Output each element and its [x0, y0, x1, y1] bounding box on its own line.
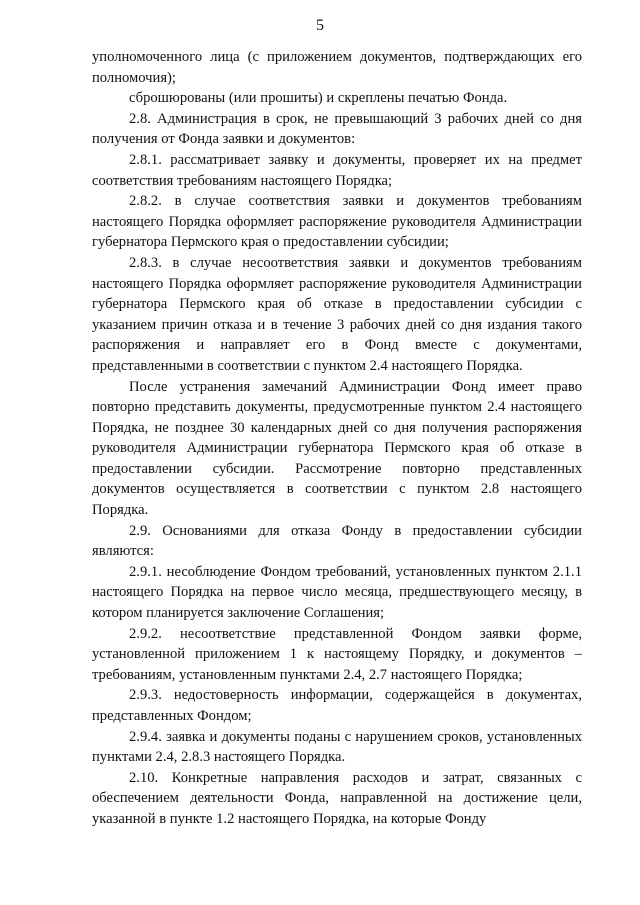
paragraph-authority-document: уполномоченного лица (с приложением документов, подтверждающих его полномочия);	[92, 49, 582, 86]
paragraph-2-9-2: 2.9.2. несоответствие представленной Фондом заявки форме, установленной приложением 1 к настоящему Порядку, и документов – требованиям, установленным пунктами 2.4, 2.7 настоящего Порядка;	[92, 625, 582, 683]
page-number: 5	[316, 17, 324, 34]
paragraph-bound-and-sealed: сброшюрованы (или прошиты) и скреплены печатью Фонда.	[129, 90, 508, 107]
paragraph-2-10: 2.10. Конкретные направления расходов и затрат, связанных с обеспечением деятельности Фонда, направленной на достижение цели, указанной в пункте 1.2 настоящего Порядка, на которые Фонду	[92, 769, 582, 827]
paragraph-2-8-3: 2.8.3. в случае несоответствия заявки и документов требованиям настоящего Порядка оформляет распоряжение руководителя Администрации губернатора Пермского края об отказе в предоставлении субсидии с указанием причин отказа и в течение 3 рабочих дней со дня издания такого распоряжения и направляет его в Фонд вместе с документами, представленными в соответствии с пунктом 2.4 настоящего Порядка.	[92, 254, 582, 374]
paragraph-resubmission: После устранения замечаний Администрации Фонд имеет право повторно представить документы, предусмотренные пунктом 2.4 настоящего Порядка, не позднее 30 календарных дней со дня получения распоряжения руководителя Администрации губернатора Пермского края об отказе в предоставлении субсидии. Рассмотрение повторно представленных документов осуществляется в соответствии с пунктом 2.8 настоящего Порядка.	[92, 378, 582, 519]
paragraph-2-8: 2.8. Администрация в срок, не превышающий 3 рабочих дней со дня получения от Фонда заявки и документов:	[92, 110, 582, 148]
paragraph-2-8-1: 2.8.1. рассматривает заявку и документы, проверяет их на предмет соответствия требованиям настоящего Порядка;	[92, 151, 582, 189]
paragraph-2-8-2: 2.8.2. в случае соответствия заявки и документов требованиям настоящего Порядка оформляет распоряжение руководителя Администрации губернатора Пермского края о предоставлении субсидии;	[92, 193, 582, 251]
paragraph-2-9-3: 2.9.3. недостоверность информации, содержащейся в документах, представленных Фондом;	[92, 687, 582, 724]
document-body	[92, 47, 582, 830]
paragraph-2-9-4: 2.9.4. заявка и документы поданы с нарушением сроков, установленных пунктами 2.4, 2.8.3 настоящего Порядка.	[92, 728, 582, 766]
paragraph-2-9-1: 2.9.1. несоблюдение Фондом требований, установленных пунктом 2.1.1 настоящего Порядка на первое число месяца, предшествующего месяцу, в котором планируется заключение Соглашения;	[92, 563, 582, 622]
paragraph-2-9: 2.9. Основаниями для отказа Фонду в предоставлении субсидии являются:	[92, 522, 582, 560]
